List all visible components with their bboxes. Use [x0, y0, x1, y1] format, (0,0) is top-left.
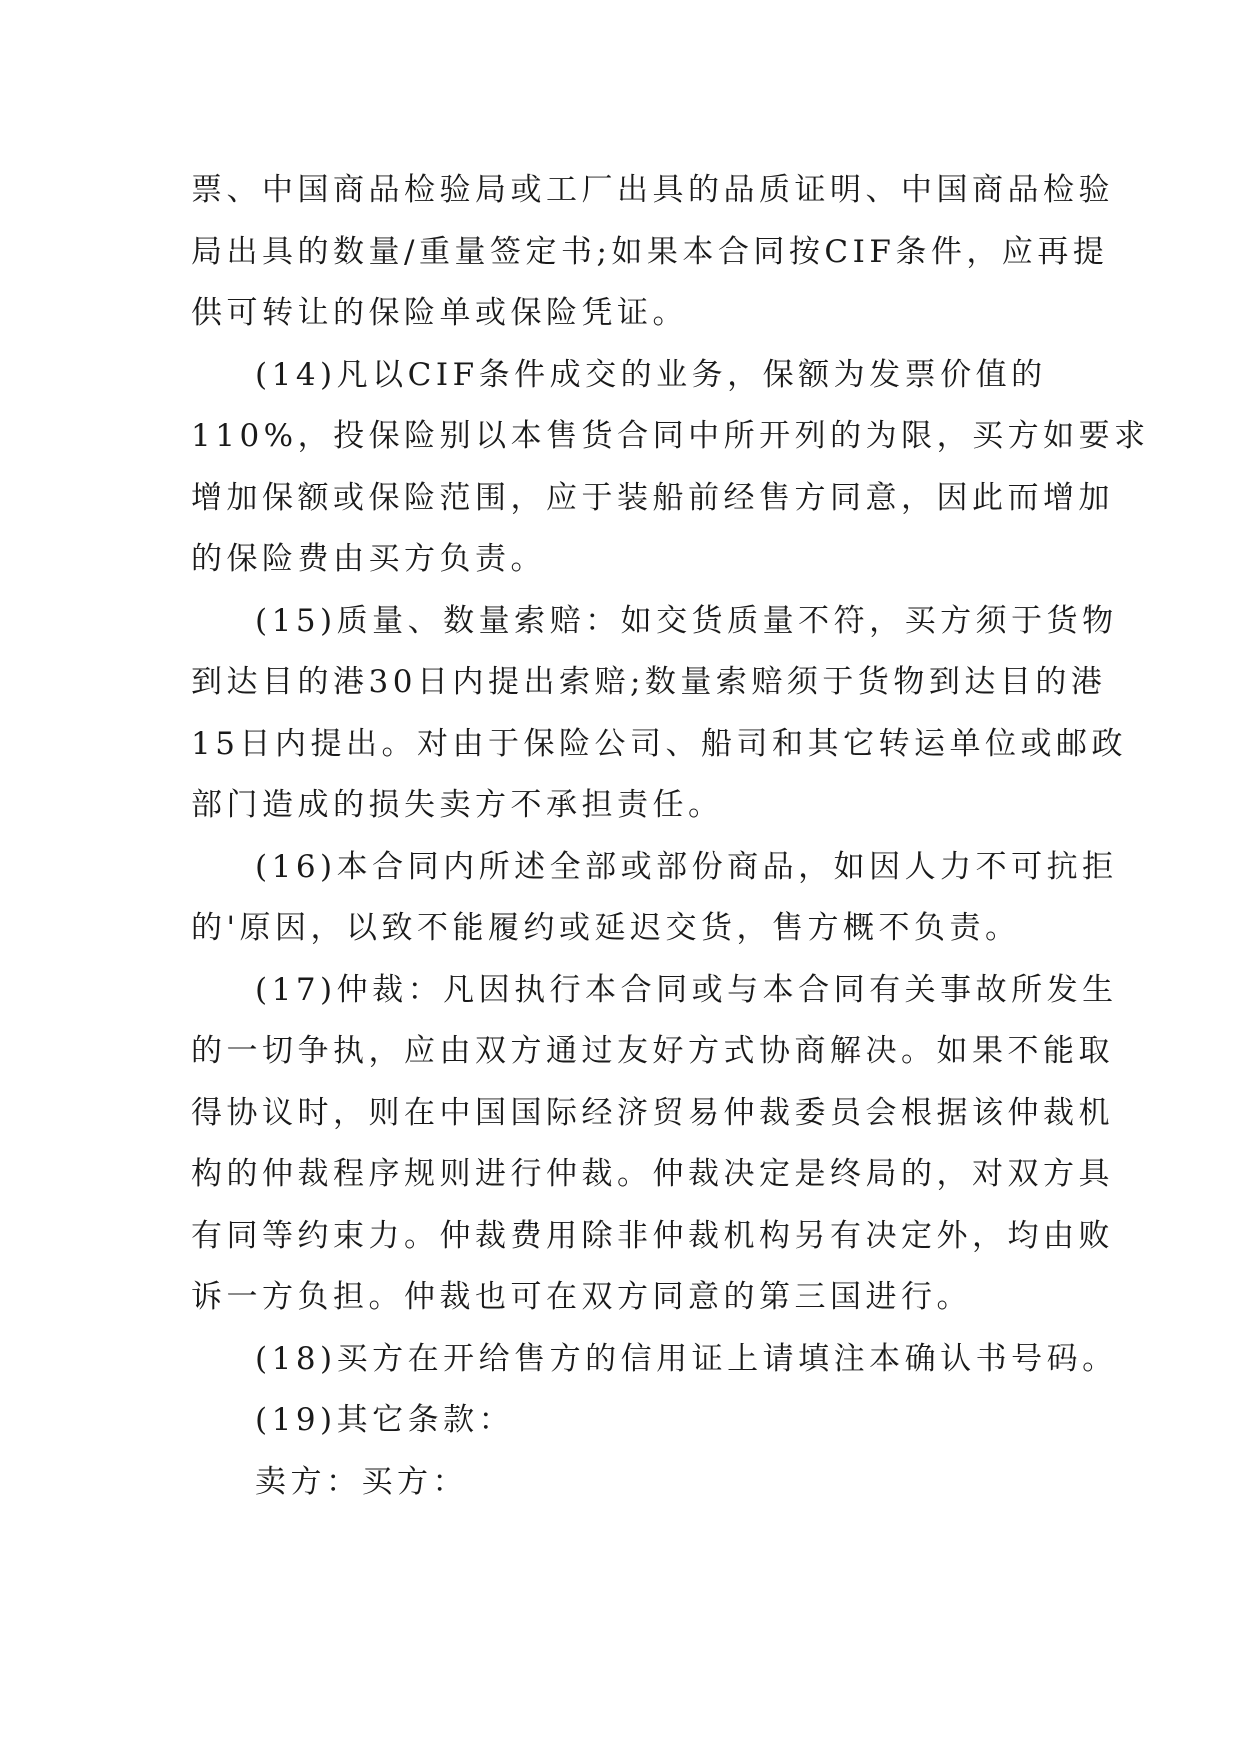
clause-17-start: (17)仲裁：凡因执行本合同或与本合同有关事故所发生 — [255, 971, 1118, 1008]
text-line: 15日内提出。对由于保险公司、船司和其它转运单位或邮政 — [191, 725, 1127, 762]
clause-18: (18)买方在开给售方的信用证上请填注本确认书号码。 — [255, 1340, 1118, 1377]
clause-14-start: (14)凡以CIF条件成交的业务，保额为发票价值的 — [255, 356, 1047, 393]
text-line: 的'原因，以致不能履约或延迟交货，售方概不负责。 — [191, 910, 1021, 946]
text-line: 诉一方负担。仲裁也可在双方同意的第三国进行。 — [191, 1279, 972, 1315]
text-line: 构的仲裁程序规则进行仲裁。仲裁决定是终局的，对双方具 — [191, 1156, 1114, 1192]
text-line: 的保险费由买方负责。 — [191, 541, 546, 577]
clause-19: (19)其它条款： — [255, 1402, 515, 1438]
text-line: 部门造成的损失卖方不承担责任。 — [191, 787, 724, 823]
contract-text-body — [191, 160, 1150, 1513]
text-line: 增加保额或保险范围，应于装船前经售方同意，因此而增加 — [191, 479, 1114, 516]
text-line: 到达目的港30日内提出索赔;数量索赔须于货物到达目的港 — [191, 664, 1107, 700]
text-line: 110%，投保险别以本售货合同中所开列的为限，买方如要求 — [191, 418, 1150, 454]
clause-16-start: (16)本合同内所述全部或部份商品，如因人力不可抗拒 — [255, 848, 1118, 885]
text-line: 的一切争执，应由双方通过友好方式协商解决。如果不能取 — [191, 1033, 1114, 1069]
text-line: 局出具的数量/重量签定书;如果本合同按CIF条件，应再提 — [191, 233, 1109, 270]
text-line: 票、中国商品检验局或工厂出具的品质证明、中国商品检验 — [191, 172, 1114, 208]
signature-line: 卖方：买方： — [255, 1463, 468, 1500]
text-line: 供可转让的保险单或保险凭证。 — [191, 295, 688, 331]
clause-15-start: (15)质量、数量索赔：如交货质量不符，买方须于货物 — [255, 602, 1118, 639]
text-line: 有同等约束力。仲裁费用除非仲裁机构另有决定外，均由败 — [191, 1217, 1114, 1254]
text-line: 得协议时，则在中国国际经济贸易仲裁委员会根据该仲裁机 — [191, 1094, 1114, 1131]
